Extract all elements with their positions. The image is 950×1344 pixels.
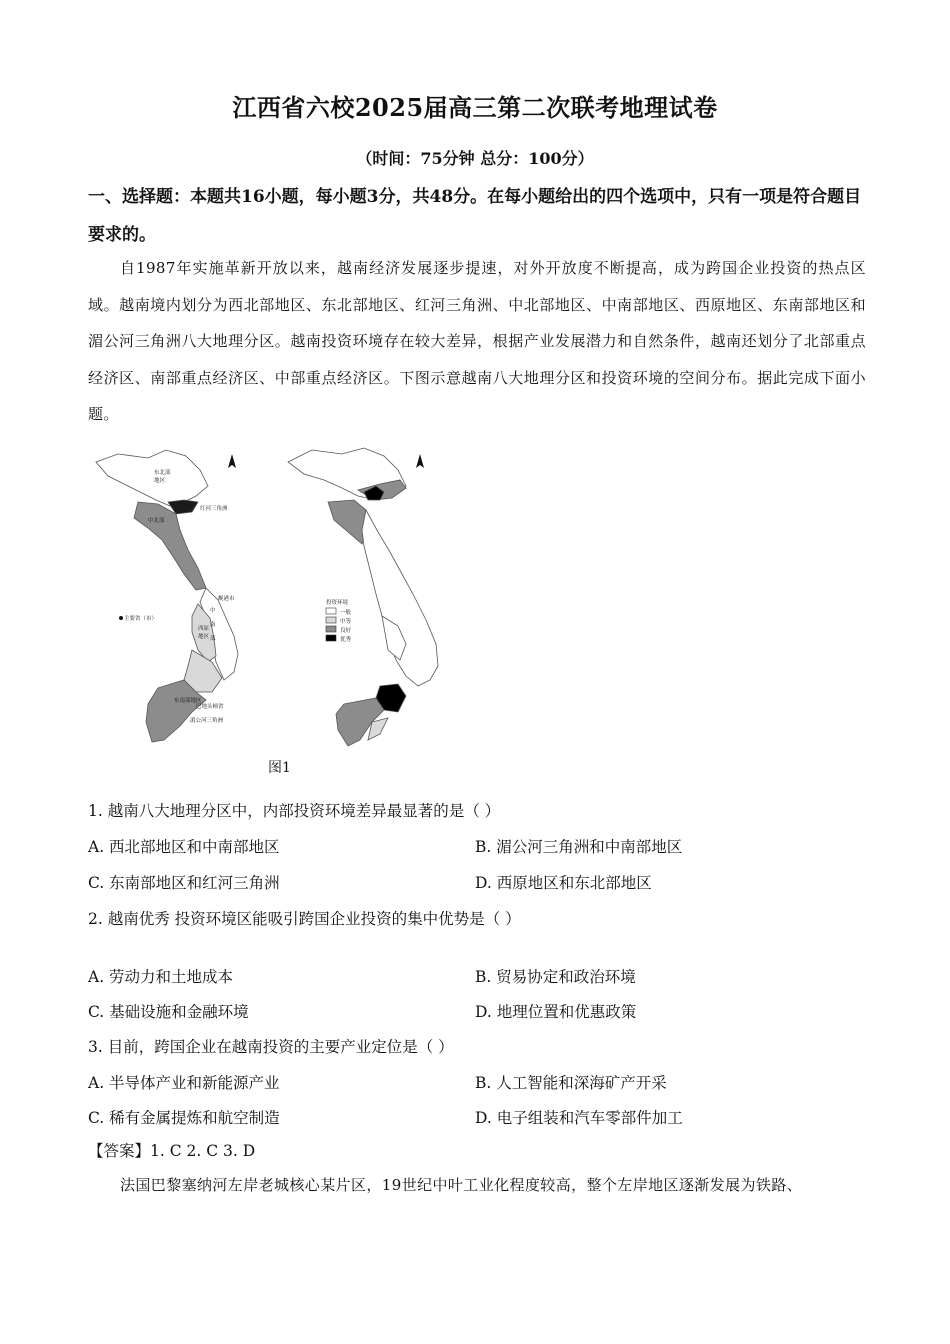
svg-text:岘港市: 岘港市: [218, 596, 235, 602]
svg-text:部: 部: [210, 636, 216, 642]
svg-text:南: 南: [210, 622, 216, 628]
option-b: B. 湄公河三角洲和中南部地区: [475, 838, 683, 856]
legend-title: 投资环境: [326, 600, 349, 606]
legend-label: 一般: [340, 610, 352, 616]
legend-label: 中等: [340, 619, 352, 625]
map-north-region: [96, 450, 208, 506]
legend-label: 优秀: [340, 637, 352, 643]
option-a: A. 半导体产业和新能源产业: [88, 1074, 280, 1092]
option-a: A. 劳动力和土地成本: [88, 968, 234, 986]
question-stem: 3. 目前，跨国企业在越南投资的主要产业定位是（ ）: [88, 1038, 454, 1056]
left-map-regions: [96, 450, 238, 742]
option-d: D. 地理位置和优惠政策: [475, 1003, 637, 1021]
option-d: D. 西原地区和东北部地区: [475, 874, 652, 892]
svg-text:主要省（市）: 主要省（市）: [124, 616, 158, 622]
svg-text:中北部: 中北部: [148, 518, 165, 524]
north-arrow-icon: [228, 454, 236, 468]
investment-legend: [326, 598, 352, 643]
option-c: C. 东南部地区和红河三角洲: [88, 874, 280, 892]
option-d: D. 电子组装和汽车零部件加工: [475, 1109, 683, 1127]
passage: 自1987年实施革新开放以来，越南经济发展逐步提速，对外开放度不断提高，成为跨国企业投资的热点区域。越南境内划分为西北部地区、东北部地区、红河三角洲、中北部地区、中南部地区、西原地区、东南部地区和湄公河三角洲八大地理分区。越南投资环境存在较大差异，根据产业发展潜力和自然条件，越南还划分了北部重点经济区、南部重点经济区、中部重点经济区。下图示意越南八大地理分区和投资环境的空间分布。据此完成下面小题。: [88, 259, 866, 423]
option-b: B. 贸易协定和政治环境: [475, 968, 636, 986]
svg-text:地区: 地区: [198, 634, 210, 640]
svg-text:东南部地区: 东南部地区: [174, 698, 202, 704]
svg-text:中: 中: [210, 608, 216, 614]
option-c: C. 稀有金属提炼和航空制造: [88, 1109, 280, 1127]
map-north-central: [134, 502, 206, 590]
svg-text:东北部: 东北部: [154, 470, 171, 476]
section-heading: 一、选择题：本题共16小题，每小题3分，共48分。在每小题给出的四个选项中，只有一项是符合题目要求的。: [88, 187, 862, 245]
svg-text:西原: 西原: [198, 626, 210, 632]
paper-title: 江西省六校2025届高三第二次联考地理试卷: [232, 93, 718, 122]
option-b: B. 人工智能和深海矿产开采: [475, 1074, 667, 1092]
question-stem: 2. 越南优秀 投资环境区能吸引跨国企业投资的集中优势是（ ）: [88, 910, 521, 928]
legend-label: 良好: [340, 628, 352, 634]
figure-caption: 图1: [268, 760, 291, 776]
vietnam-maps-figure: [88, 440, 468, 760]
svg-text:地区: 地区: [154, 478, 166, 484]
svg-text:湄公河三角洲: 湄公河三角洲: [190, 718, 224, 724]
answer-key: 【答案】1. C 2. C 3. D: [88, 1142, 256, 1160]
question-stem: 1. 越南八大地理分区中，内部投资环境差异最显著的是（ ）: [88, 802, 501, 820]
option-c: C. 基础设施和金融环境: [88, 1003, 249, 1021]
right-map-investment: [288, 448, 438, 746]
svg-text:红河三角洲: 红河三角洲: [200, 506, 228, 512]
exam-info: （时间：75分钟 总分：100分）: [356, 149, 594, 168]
north-arrow-icon: [416, 454, 424, 468]
option-a: A. 西北部地区和中南部地区: [88, 838, 280, 856]
svg-text:巴地头顿省: 巴地头顿省: [196, 704, 224, 710]
next-passage: 法国巴黎塞纳河左岸老城核心某片区，19世纪中叶工业化程度较高，整个左岸地区逐渐发展为铁路、: [120, 1176, 803, 1194]
